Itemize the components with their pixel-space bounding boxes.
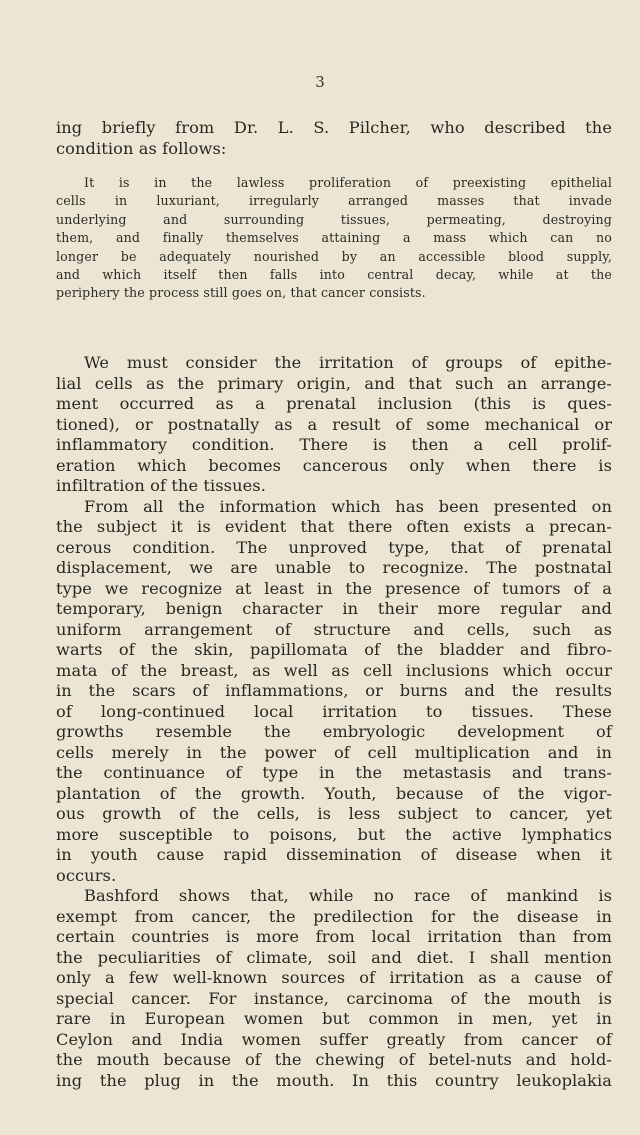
text-line: ing the plug in the mouth. In this country leukoplakia (56, 1070, 612, 1090)
text-line: the subject it is evident that there often exists a precan- (56, 517, 612, 536)
text-line: warts of the skin, papillomata of the bladder and fibro- (56, 640, 612, 659)
quote-line: and which itself then falls into central decay, while at the (56, 266, 612, 282)
text-line: exempt from cancer, the predilection for the disease in (56, 906, 612, 926)
text-line: rare in European women but common in men, yet in (56, 1009, 612, 1028)
quote-line: periphery the process still goes on, that cancer consists. (56, 285, 426, 301)
intro-paragraph (56, 118, 612, 159)
text-line: type we recognize at least in the presence of tumors of a (56, 578, 612, 598)
text-line: lial cells as the primary origin, and that such an arrange- (56, 373, 612, 393)
text-line: the mouth because of the chewing of betel-nuts and hold- (56, 1050, 612, 1069)
text-line: inflammatory condition. There is then a cell prolif- (56, 435, 612, 454)
text-line: the peculiarities of climate, soil and diet. I shall mention (56, 947, 612, 967)
text-line: the continuance of type in the metastasis and trans- (56, 763, 612, 782)
text-line: tioned), or postnatally as a result of some mechanical or (56, 414, 612, 434)
page-number: 3 (315, 73, 325, 91)
text-line: certain countries is more from local irritation than from (56, 927, 612, 946)
text-line: temporary, benign character in their more regular and (56, 599, 612, 618)
text-line: cerous condition. The unproved type, that of prenatal (56, 537, 612, 557)
text-line: in the scars of inflammations, or burns and the results (56, 681, 612, 700)
text-line: ous growth of the cells, is less subject to cancer, yet (56, 804, 612, 823)
text-line: plantation of the growth. Youth, because of the vigor- (56, 783, 612, 803)
text-line: cells merely in the power of cell multiplication and in (56, 742, 612, 762)
text-line: condition as follows: (56, 138, 227, 158)
text-line: ing briefly from Dr. L. S. Pilcher, who described the (56, 118, 612, 137)
quote-line: underlying and surrounding tissues, permeating, destroying (56, 211, 612, 227)
text-line: special cancer. For instance, carcinoma of the mouth is (56, 988, 612, 1008)
text-line: mata of the breast, as well as cell inclusions which occur (56, 660, 612, 680)
text-line: only a few well-known sources of irritation as a cause of (56, 968, 612, 987)
quote-line: them, and finally themselves attaining a mass which can no (56, 230, 612, 246)
text-line: uniform arrangement of structure and cells, such as (56, 619, 612, 639)
text-line: We must consider the irritation of groups of epithe- (84, 353, 612, 372)
quote-line: cells in luxuriant, irregularly arranged masses that invade (56, 193, 612, 209)
text-line: Bashford shows that, while no race of mankind is (84, 886, 612, 905)
body-text (56, 353, 612, 1091)
text-line: more susceptible to poisons, but the active lymphatics (56, 824, 612, 844)
text-line: of long-continued local irritation to tissues. These (56, 701, 612, 721)
text-line: From all the information which has been presented on (84, 496, 612, 516)
text-line: infiltration of the tissues. (56, 476, 266, 495)
text-line: eration which becomes cancerous only when there is (56, 455, 612, 475)
text-line: displacement, we are unable to recognize. The postnatal (56, 558, 612, 577)
text-line: in youth cause rapid dissemination of disease when it (56, 845, 612, 864)
text-line: ment occurred as a prenatal inclusion (this is ques- (56, 394, 612, 413)
quoted-definition (56, 174, 612, 303)
quote-line: It is in the lawless proliferation of preexisting epithelial (84, 175, 612, 190)
text-line: Ceylon and India women suffer greatly from cancer of (56, 1029, 612, 1049)
quote-line: longer be adequately nourished by an accessible blood supply, (56, 248, 612, 264)
text-line: growths resemble the embryologic development of (56, 722, 612, 741)
text-line: occurs. (56, 865, 117, 885)
